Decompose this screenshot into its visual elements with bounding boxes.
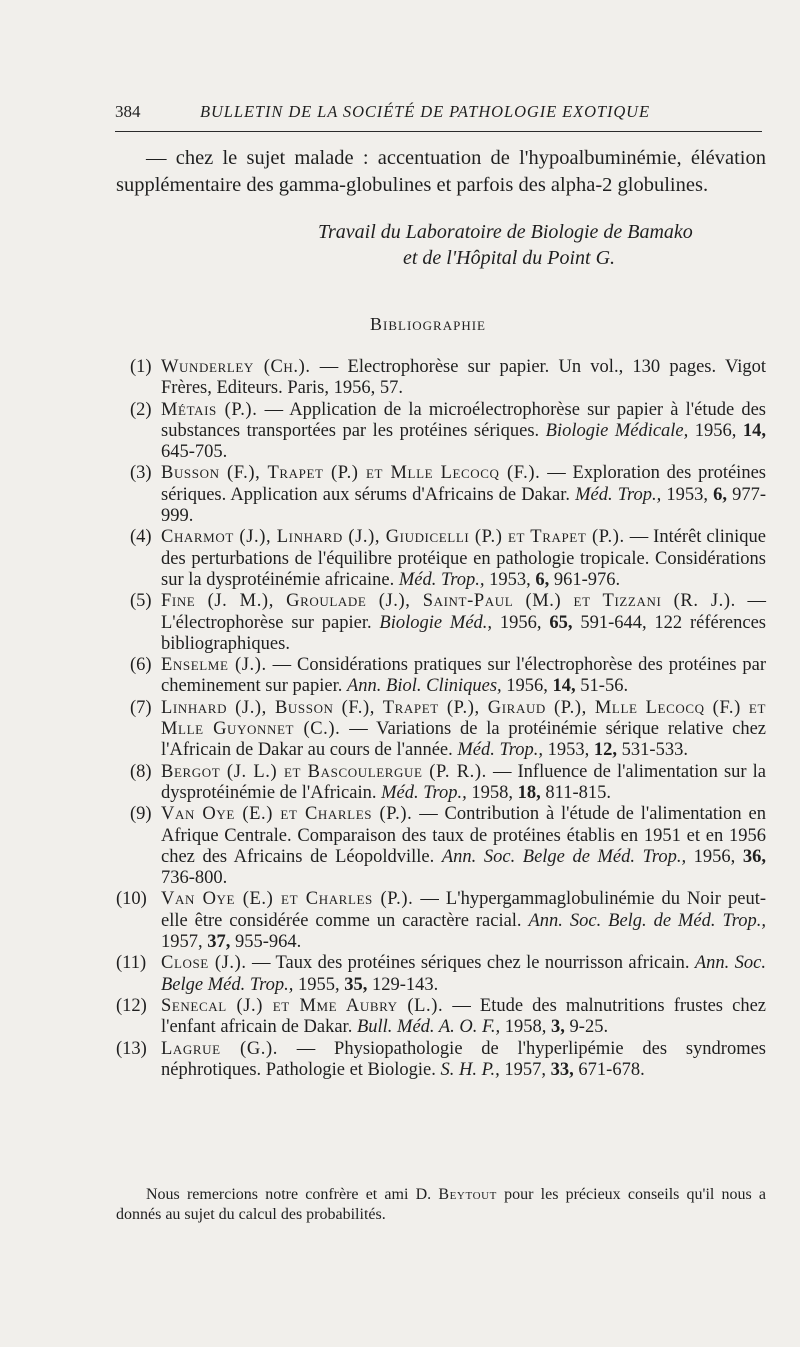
reference-pages: 961-976. [549, 569, 621, 590]
reference-item [116, 1039, 766, 1082]
page-number: 384 [115, 102, 141, 121]
acknowledgement-note [116, 1185, 766, 1225]
reference-year: 1956, [686, 846, 743, 867]
reference-number: (6) [130, 655, 152, 676]
reference-pages: 645-705. [161, 442, 228, 463]
reference-number: (9) [130, 804, 152, 825]
reference-volume: 35, [344, 974, 368, 995]
reference-authors: Charmot (J.), Linhard (J.), Giudicelli (P.) et Trapet (P.). [161, 527, 625, 548]
running-header [115, 100, 765, 130]
reference-item [116, 996, 766, 1039]
reference-list [116, 357, 766, 1081]
reference-number: (11) [116, 953, 147, 974]
reference-year: 1958, [466, 782, 518, 803]
reference-item [116, 357, 766, 400]
reference-volume: 37, [207, 932, 231, 953]
reference-authors: Van Oye (E.) et Charles (P.). [161, 889, 414, 910]
reference-volume: 14, [742, 420, 766, 441]
reference-item [116, 889, 766, 953]
reference-number: (7) [130, 697, 152, 718]
reference-year: 1956, [688, 420, 743, 441]
reference-authors: Lagrue (G.). [161, 1038, 278, 1059]
reference-item [116, 698, 766, 762]
reference-volume: 6, [535, 569, 550, 590]
reference-text: — Application de la microélectrophorèse sur papier à l'étude des substances transportées par les protéines sériques. [161, 399, 766, 441]
reference-volume: 14, [552, 676, 576, 697]
reference-item [116, 591, 766, 655]
reference-authors: Busson (F.), Trapet (P.) et Mlle Lecocq (F.). [161, 463, 541, 484]
reference-pages: 9-25. [564, 1017, 609, 1038]
reference-authors: Close (J.). [161, 953, 247, 974]
reference-volume: 18, [517, 782, 541, 803]
reference-text: — Contribution à l'étude de l'alimentation en Afrique Centrale. Comparaison des taux de protéines établis en 1951 et en 1956 chez des Africains de Léopoldville. [161, 804, 766, 867]
reference-pages: 977-999. [161, 484, 767, 527]
reference-text: — Etude des malnutritions frustes chez l'enfant africain de Dakar. [161, 995, 766, 1038]
reference-text: — Variations de la protéinémie sérique relative chez l'Africain de Dakar au cours de l'année. [161, 719, 766, 761]
reference-item [116, 953, 766, 996]
reference-pages: 736-800. [161, 868, 228, 889]
reference-journal: Méd. Trop., [575, 484, 662, 505]
reference-journal: Ann. Soc. Belge Méd. Trop., [161, 953, 766, 995]
reference-authors: Bergot (J. L.) et Bascoulergue (P. R.). [161, 761, 487, 782]
reference-year: 1958, [500, 1017, 552, 1038]
reference-journal: Ann. Soc. Belg. de Méd. Trop., [528, 910, 766, 931]
reference-volume: 6, [713, 484, 727, 505]
reference-year: 1953, [661, 484, 714, 505]
reference-journal: Ann. Soc. Belge de Méd. Trop., [441, 846, 687, 867]
reference-authors: Van Oye (E.) et Charles (P.). [161, 804, 413, 825]
reference-text: — L'électrophorèse sur papier. [161, 591, 767, 633]
reference-journal: Méd. Trop., [381, 782, 467, 803]
reference-text: — Electrophorèse sur papier. Un vol., 130 pages. Vigot Frères, Editeurs. Paris, 1956, 57. [161, 357, 766, 399]
reference-volume: 65, [549, 612, 573, 633]
reference-volume: 12, [593, 740, 618, 761]
reference-authors: Senecal (J.) et Mme Aubry (L.). [161, 995, 444, 1016]
reference-item [116, 762, 766, 805]
reference-number: (13) [116, 1038, 147, 1059]
bibliography-heading: Bibliographie [370, 314, 486, 334]
reference-item [116, 463, 766, 527]
reference-number: (3) [130, 463, 152, 484]
reference-journal: Méd. Trop., [457, 740, 544, 761]
credit-line-1: Travail du Laboratoire de Biologie de Bamako [318, 221, 693, 243]
reference-authors: Enselme (J.). [161, 655, 267, 676]
reference-journal: Ann. Biol. Cliniques, [346, 676, 502, 697]
reference-year: 1953, [543, 740, 594, 761]
reference-authors: Fine (J. M.), Groulade (J.), Saint-Paul (M.) et Tizzani (R. J.). [161, 591, 736, 612]
credit-line-2: et de l'Hôpital du Point G. [403, 247, 616, 269]
reference-pages: 129-143. [367, 974, 439, 995]
reference-number: (12) [116, 995, 147, 1016]
reference-text: — Physiopathologie de l'hyperlipémie des syndromes néphrotiques. Pathologie et Biologie. [161, 1038, 766, 1080]
reference-authors: Métais (P.). [161, 399, 258, 420]
reference-item [116, 400, 766, 464]
reference-text: — Intérêt clinique des perturbations de l'équilibre protéique en pathologie tropicale. Considérations sur la dysprotéinémie africaine. [161, 527, 766, 590]
reference-authors: Wunderley (Ch.). [161, 357, 311, 377]
acknowledgement-text-end: pour les précieux conseils qu'il nous a donnés au sujet du calcul des probabilités. [116, 1186, 767, 1223]
reference-item [116, 655, 766, 698]
reference-volume: 36, [742, 846, 767, 867]
reference-text: — Taux des protéines sériques chez le nourrisson africain. [246, 953, 695, 974]
reference-text: — Influence de l'alimentation sur la dysprotéinémie de l'Africain. [161, 761, 766, 803]
reference-number: (4) [130, 527, 152, 548]
reference-journal: Biologie Médicale, [545, 420, 689, 441]
reference-journal: S. H. P., [440, 1059, 500, 1080]
reference-text: — L'hypergammaglobulinémie du Noir peut-elle être considérée comme un caractère racial. [161, 889, 767, 931]
reference-year: 1957, [499, 1059, 551, 1080]
acknowledgement-name: Beytout [438, 1186, 497, 1203]
reference-volume: 3, [551, 1017, 565, 1038]
laboratory-credit [116, 219, 756, 271]
reference-number: (1) [130, 357, 152, 377]
reference-journal: Bull. Méd. A. O. F., [356, 1017, 501, 1038]
reference-number: (5) [130, 591, 152, 612]
reference-number: (10) [116, 889, 147, 910]
reference-number: (2) [130, 399, 152, 420]
intro-text: — chez le sujet malade : accentuation de l'hypoalbuminémie, élévation supplémentaire des gamma-globulines et parfois des alpha-2 globulines. [116, 147, 766, 196]
acknowledgement-text-start: Nous remercions notre confrère et ami D. [146, 1186, 439, 1203]
reference-text: — Exploration des protéines sériques. Application aux sérums d'Africains de Dakar. [161, 463, 766, 505]
header-rule [115, 131, 762, 132]
reference-year: 1955, [293, 974, 345, 995]
reference-pages: 811-815. [540, 782, 612, 803]
reference-journal: Biologie Méd., [379, 612, 493, 633]
intro-paragraph [116, 145, 766, 198]
reference-volume: 33, [550, 1059, 574, 1080]
reference-pages: 51-56. [575, 676, 629, 697]
reference-number: (8) [130, 761, 152, 782]
reference-pages: 955-964. [230, 932, 302, 953]
reference-item [116, 804, 766, 889]
reference-year: 1956, [492, 612, 550, 633]
reference-year: 1956, [501, 676, 553, 697]
reference-pages: 531-533. [617, 740, 688, 761]
reference-authors: Linhard (J.), Busson (F.), Trapet (P.), Giraud (P.), Mlle Lecocq (F.) et Mlle Guyonnet (C.). [161, 697, 766, 740]
reference-pages: 591-644, 122 références bibliographiques. [161, 612, 766, 654]
reference-pages: 671-678. [573, 1059, 645, 1080]
reference-journal: Méd. Trop., [398, 569, 485, 590]
journal-title: BULLETIN DE LA SOCIÉTÉ DE PATHOLOGIE EXOTIQUE [200, 102, 650, 121]
reference-year: 1953, [484, 569, 536, 590]
reference-text: — Considérations pratiques sur l'électrophorèse des protéines par cheminement sur papier. [161, 655, 767, 697]
reference-year: 1957, [161, 932, 208, 953]
reference-item [116, 527, 766, 591]
